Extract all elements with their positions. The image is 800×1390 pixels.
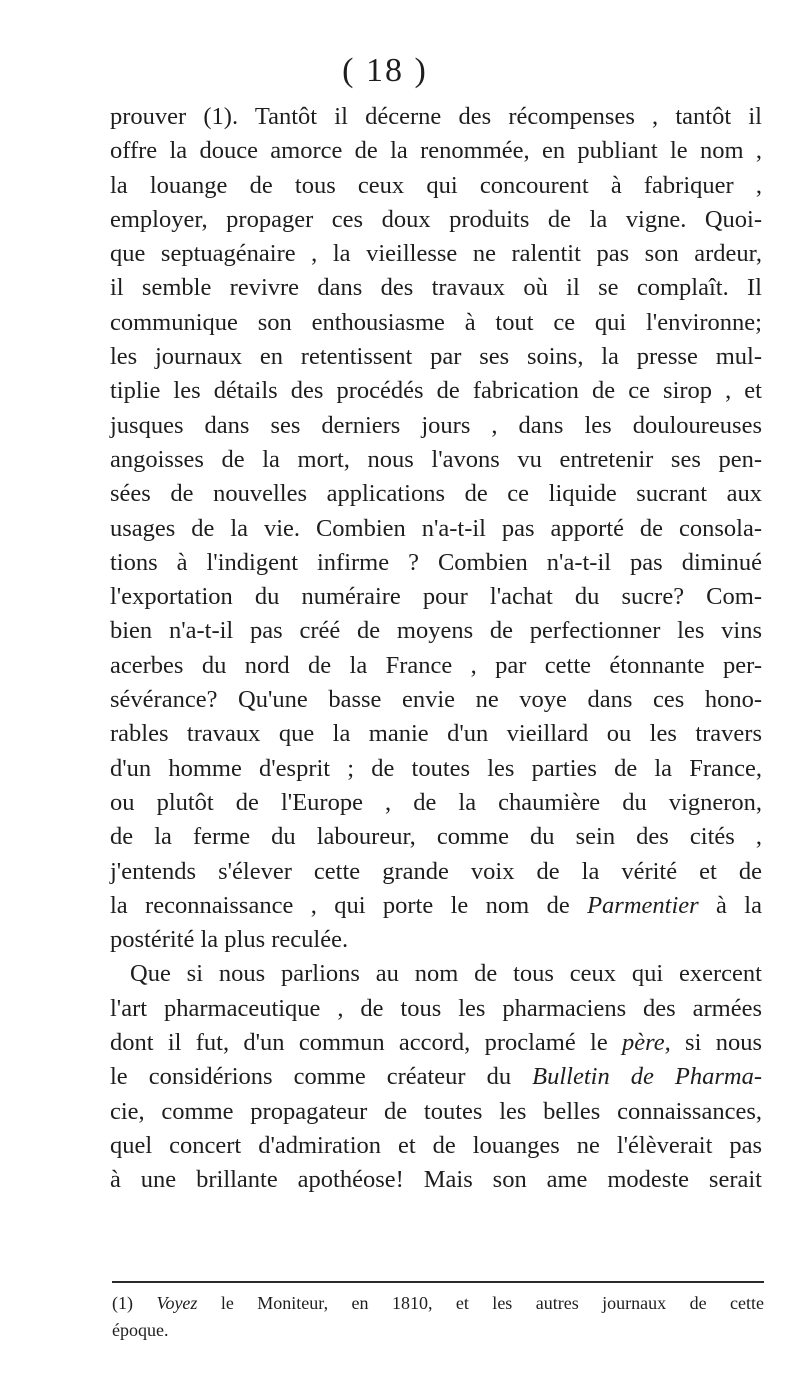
text-line: ou plutôt de l'Europe , de la chaumière du vigneron, [110,788,762,816]
bulletin-title: Bulletin de Pharma- [532,1063,762,1091]
text-line: l'art pharmaceutique , de tous les pharmaciens des armées [110,994,762,1022]
footnote-text: le Moniteur, en 1810, et les autres journaux de cette [197,1293,764,1313]
footnote-line [112,1290,764,1317]
text-line: quel concert d'admiration et de louanges ne l'élèverait pas [110,1131,762,1159]
pere-emphasis: père, [622,1029,671,1057]
text-line: acerbes du nord de la France , par cette étonnante per- [110,651,762,679]
text-line: tions à l'indigent infirme ? Combien n'a-t-il pas diminué [110,548,762,576]
footnote-marker: (1) [112,1293,157,1313]
text-line-pere [110,1026,762,1060]
text-line: cie, comme propagateur de toutes les belles connaissances, [110,1097,762,1125]
text-segment: dont il fut, d'un commun accord, proclamé le [110,1029,623,1057]
text-segment: la reconnaissance , qui porte le nom de [110,891,588,919]
text-line: communique son enthousiasme à tout ce qui l'environne; [110,308,762,336]
text-segment: si nous [670,1029,762,1057]
text-line: d'un homme d'esprit ; de toutes les parties de la France, [110,754,762,782]
footnote-line: époque. [112,1320,169,1340]
text-line: rables travaux que la manie d'un vieillard ou les travers [110,720,762,748]
footnote-voyez: Voyez [156,1293,198,1313]
footnote-divider [112,1281,764,1283]
text-line: offre la douce amorce de la renommée, en publiant le nom , [110,137,762,165]
text-line-parmentier [110,889,762,923]
text-line: à une brillante apothéose! Mais son ame modeste serait [110,1166,762,1194]
text-line: j'entends s'élever cette grande voix de la vérité et de [110,857,762,885]
text-line: il semble revivre dans des travaux où il se complaît. Il [110,274,762,302]
text-line: les journaux en retentissent par ses soins, la presse mul- [110,343,762,371]
text-line: que septuagénaire , la vieillesse ne ralentit pas son ardeur, [110,240,762,268]
text-line: angoisses de la mort, nous l'avons vu entretenir ses pen- [110,445,762,473]
text-line: de la ferme du laboureur, comme du sein des cités , [110,823,762,851]
main-text [110,100,762,1198]
text-line: sévérance? Qu'une basse envie ne voye dans ces hono- [110,686,762,714]
text-segment: à la [698,891,762,919]
parmentier-name: Parmentier [587,891,699,919]
text-line: prouver (1). Tantôt il décerne des récompenses , tantôt il [110,103,762,130]
text-line: bien n'a-t-il pas créé de moyens de perfectionner les vins [110,617,762,645]
text-line: la louange de tous ceux qui concourent à fabriquer , [110,171,762,199]
page-number: ( 18 ) [342,52,428,89]
text-line-paragraph-start: Que si nous parlions au nom de tous ceux qui exercent [130,960,762,988]
text-segment: le considérions comme créateur du [110,1063,533,1091]
text-line: sées de nouvelles applications de ce liquide sucrant aux [110,480,762,508]
text-line: tiplie les détails des procédés de fabrication de ce sirop , et [110,377,762,405]
text-line-bulletin [110,1060,762,1094]
text-line: employer, propager ces doux produits de la vigne. Quoi- [110,205,762,233]
footnote [112,1290,764,1344]
text-line-paragraph-end: postérité la plus reculée. [110,926,349,954]
text-line: usages de la vie. Combien n'a-t-il pas apporté de consola- [110,514,762,542]
text-line: jusques dans ses derniers jours , dans les douloureuses [110,411,762,439]
text-line: l'exportation du numéraire pour l'achat du sucre? Com- [110,583,762,611]
